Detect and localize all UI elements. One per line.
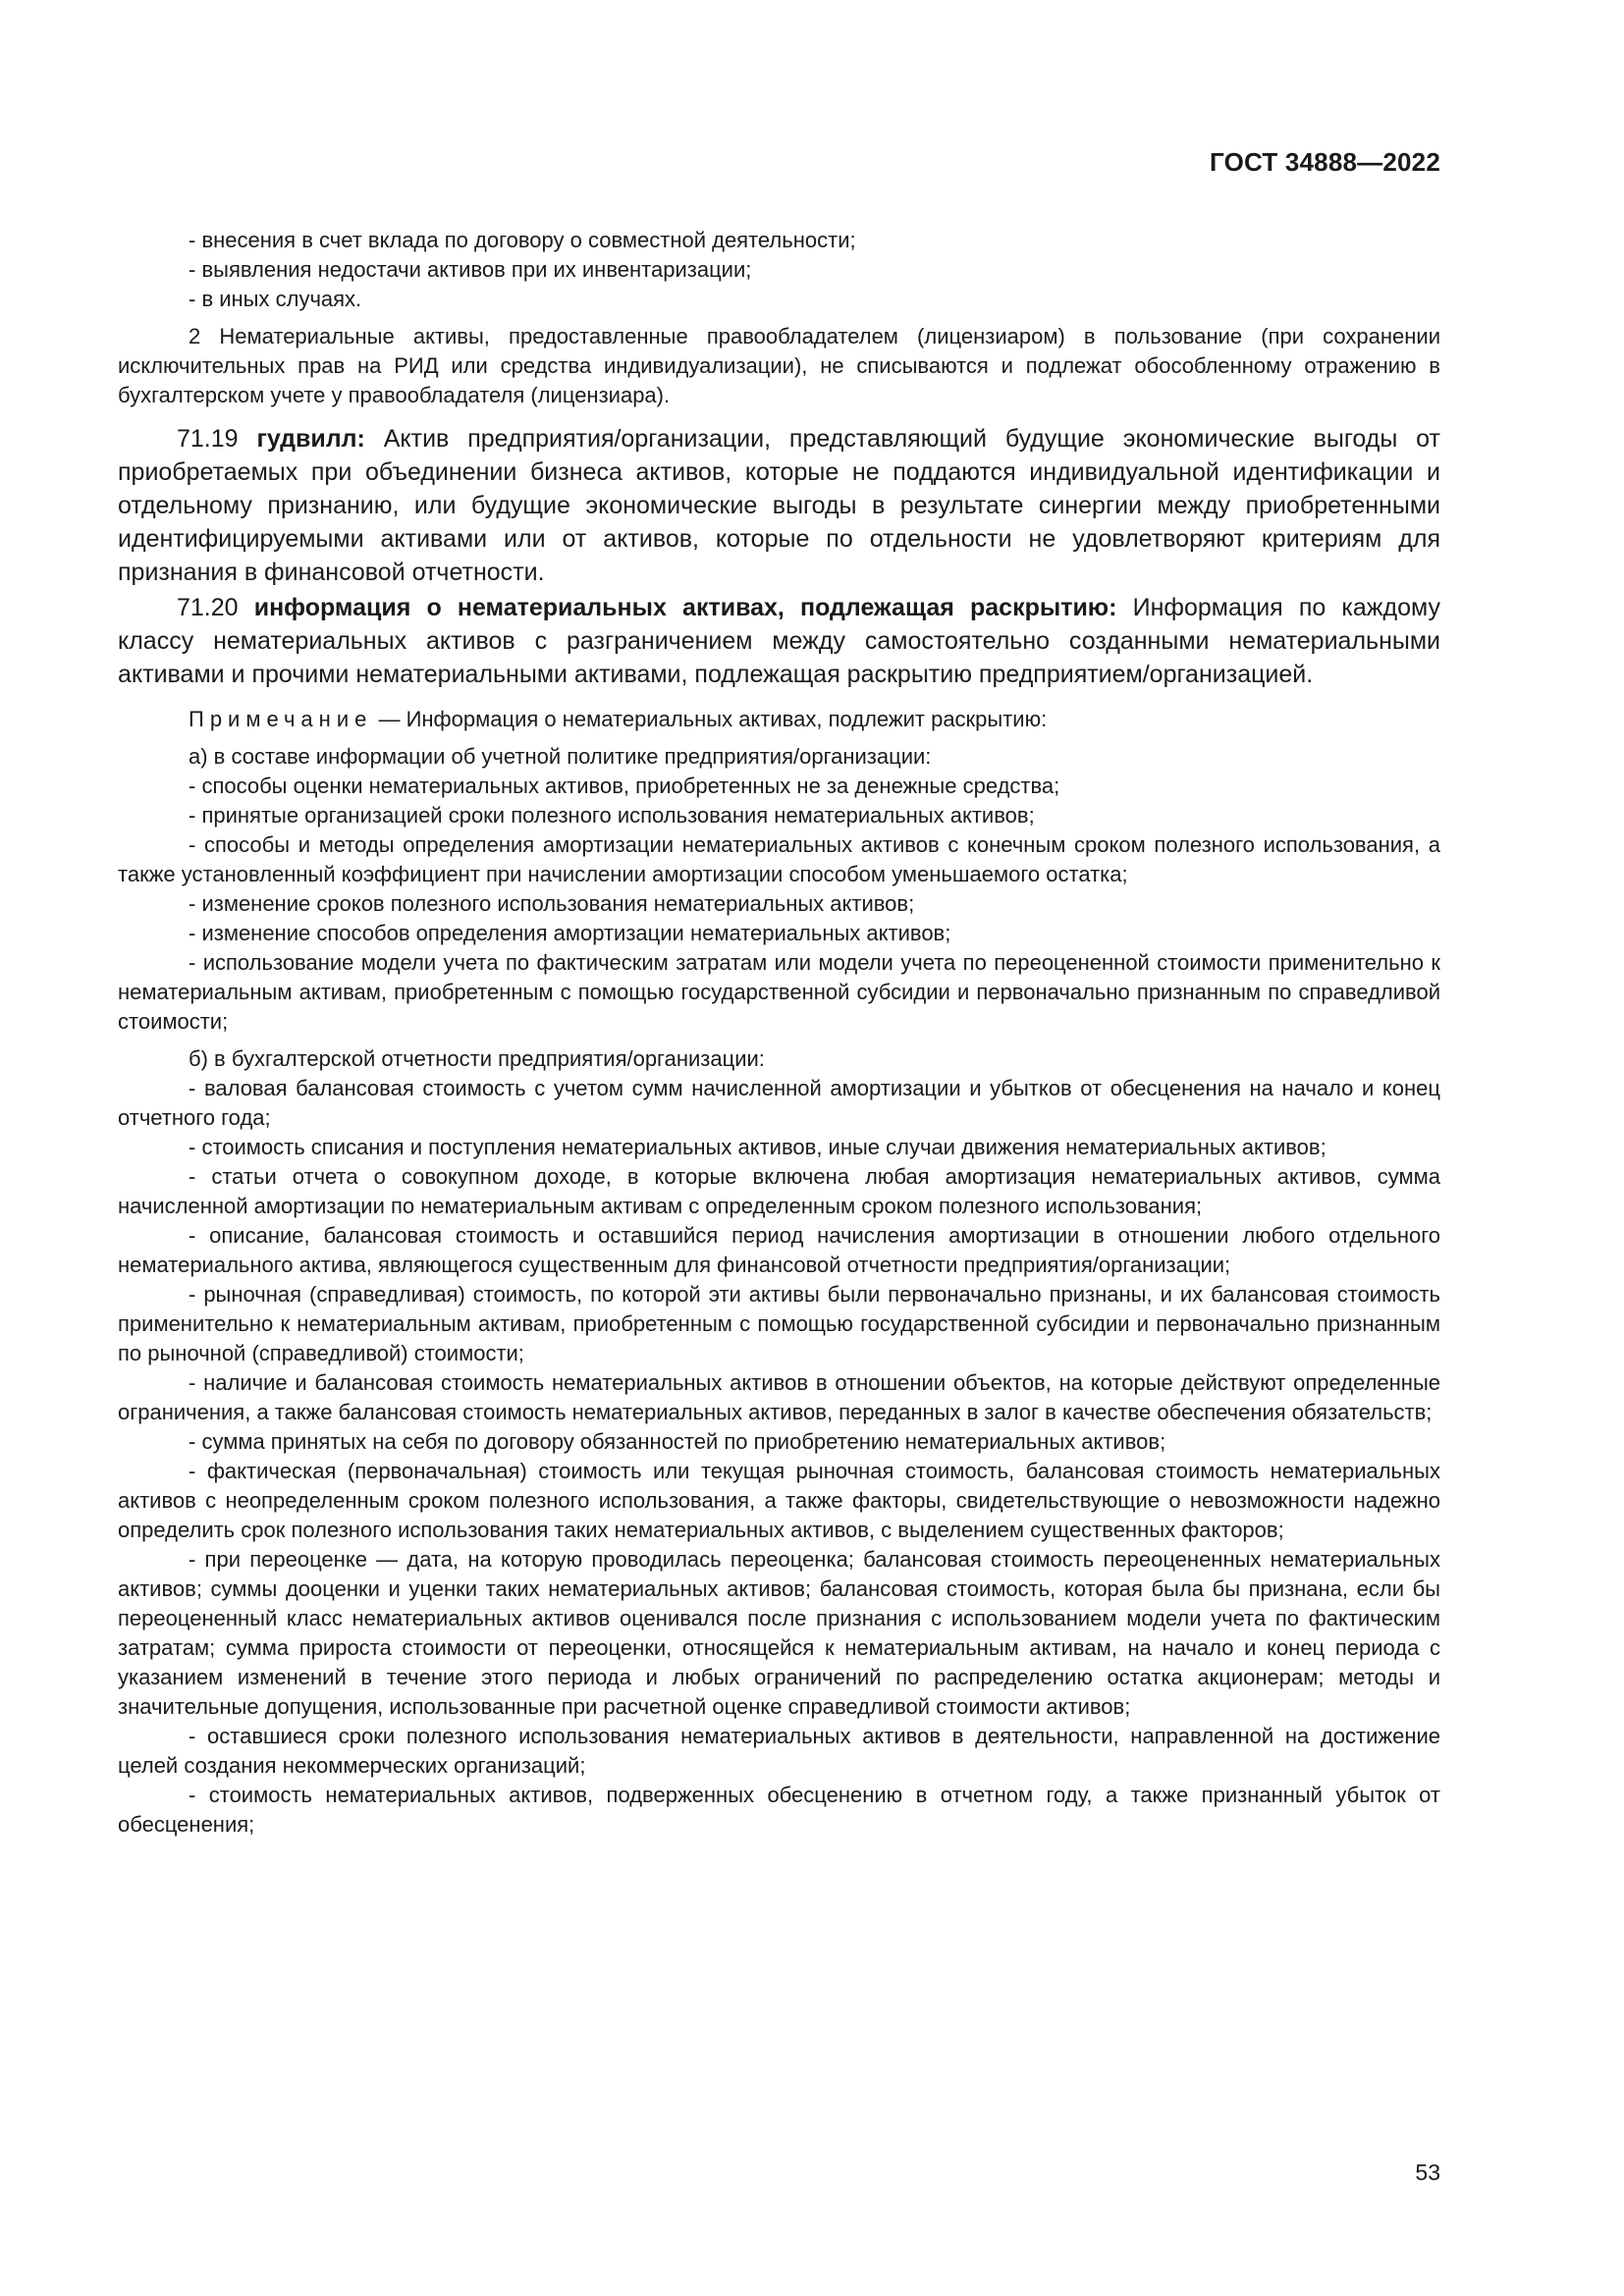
list-item: - способы и методы определения амортизации нематериальных активов с конечным сроком полезного использования, а также установленный коэффициент при начислении амортизации способом уменьшаемого остатка;: [118, 832, 1440, 886]
definition-71-19: [118, 422, 1440, 589]
list-item: - наличие и балансовая стоимость нематериальных активов в отношении объектов, на которые действуют определенные ограничения, а также балансовая стоимость нематериальных активов, переданных в залог в качестве обеспечения обязательств;: [118, 1370, 1440, 1424]
list-item: - стоимость списания и поступления нематериальных активов, иные случаи движения нематериальных активов;: [189, 1135, 1326, 1159]
note-paragraph: 2 Нематериальные активы, предоставленные правообладателем (лицензиаром) в пользование (при сохранении исключительных прав на РИД или средства индивидуализации), не списываются и подлежат обособленному отражению в бухгалтерском учете у правообладателя (лицензиара).: [118, 324, 1440, 407]
list-item: - изменение сроков полезного использования нематериальных активов;: [189, 891, 915, 916]
document-code: ГОСТ 34888—2022: [1210, 147, 1440, 177]
list-item: - оставшиеся сроки полезного использования нематериальных активов в деятельности, направленной на достижение целей создания некоммерческих организаций;: [118, 1724, 1440, 1778]
definition-number: 71.20: [177, 594, 239, 621]
document-body: [118, 226, 1440, 1840]
section-heading-b: б) в бухгалтерской отчетности предприятия/организации:: [189, 1046, 765, 1071]
list-item: - стоимость нематериальных активов, подверженных обесценению в отчетном году, а также признанный убыток от обесценения;: [118, 1783, 1440, 1837]
list-item: - фактическая (первоначальная) стоимость или текущая рыночная стоимость, балансовая стоимость нематериальных активов с неопределенным сроком полезного использования, а также факторы, свидетельствующие о невозможности надежно определить срок полезного использования таких нематериальных активов, с выделением существенных факторов;: [118, 1459, 1440, 1542]
list-item: - в иных случаях.: [189, 287, 362, 311]
note-intro: — Информация о нематериальных активах, подлежит раскрытию:: [378, 707, 1048, 731]
note-heading: [118, 705, 1440, 734]
list-item: - способы оценки нематериальных активов, приобретенных не за денежные средства;: [189, 774, 1060, 798]
section-heading-a: а) в составе информации об учетной политике предприятия/организации:: [189, 744, 932, 769]
list-item: - статьи отчета о совокупном доходе, в которые включена любая амортизация нематериальных активов, сумма начисленной амортизации по нематериальным активам с определенным сроком полезного использования;: [118, 1164, 1440, 1218]
list-a: [118, 772, 1440, 1037]
list-item: - внесения в счет вклада по договору о совместной деятельности;: [189, 228, 856, 252]
definition-text: Информация по каждому классу нематериальных активов с разграничением между самостоятельно созданными нематериальными активами и прочими нематериальными активами, подлежащая раскрытию предприятием/организацией.: [118, 594, 1440, 688]
definition-term: гудвилл:: [256, 425, 365, 453]
list-item: - при переоценке — дата, на которую проводилась переоценка; балансовая стоимость переоцененных нематериальных активов; суммы дооценки и уценки таких нематериальных активов; балансовая стоимость, которая была бы признана, если бы переоцененный класс нематериальных активов оценивался после признания с использованием модели учета по фактическим затратам; сумма прироста стоимости от переоценки, относящейся к нематериальным активам, на начало и конец периода с указанием изменений в течение этого периода и любых ограничений по распределению остатка акционерам; методы и значительные допущения, использованные при расчетной оценке справедливой стоимости активов;: [118, 1547, 1440, 1719]
list-item: - изменение способов определения амортизации нематериальных активов;: [189, 921, 951, 945]
list-item: - рыночная (справедливая) стоимость, по которой эти активы были первоначально признаны, и их балансовая стоимость применительно к нематериальным активам, приобретенным с помощью государственной субсидии и первоначально признанным по рыночной (справедливой) стоимости;: [118, 1282, 1440, 1365]
list-item: - описание, балансовая стоимость и оставшийся период начисления амортизации в отношении любого отдельного нематериального актива, являющегося существенным для финансовой отчетности предприятия/организации;: [118, 1223, 1440, 1277]
list-item: - использование модели учета по фактическим затратам или модели учета по переоцененной стоимости применительно к нематериальным активам, приобретенным с помощью государственной субсидии и первоначально признанным по справедливой стоимости;: [118, 950, 1440, 1034]
definition-term: информация о нематериальных активах, подлежащая раскрытию:: [253, 594, 1117, 621]
definition-number: 71.19: [177, 425, 239, 453]
list-item: - принятые организацией сроки полезного использования нематериальных активов;: [189, 803, 1035, 828]
list-item: - сумма принятых на себя по договору обязанностей по приобретению нематериальных активов;: [189, 1429, 1166, 1454]
list-b: [118, 1074, 1440, 1840]
note-label: Примечание: [189, 707, 373, 731]
page-number: 53: [1415, 2160, 1440, 2185]
definition-71-20: [118, 591, 1440, 691]
definition-text: Актив предприятия/организации, представляющий будущие экономические выгоды от приобретаемых при объединении бизнеса активов, которые не поддаются индивидуальной идентификации и отдельному признанию, или будущие экономические выгоды в результате синергии между приобретенными идентифицируемыми активами или от активов, которые по отдельности не удовлетворяют критериям для признания в финансовой отчетности.: [118, 425, 1440, 586]
list-item: - валовая балансовая стоимость с учетом сумм начисленной амортизации и убытков от обесценения на начало и конец отчетного года;: [118, 1076, 1440, 1130]
list-item: - выявления недостачи активов при их инвентаризации;: [189, 257, 752, 282]
